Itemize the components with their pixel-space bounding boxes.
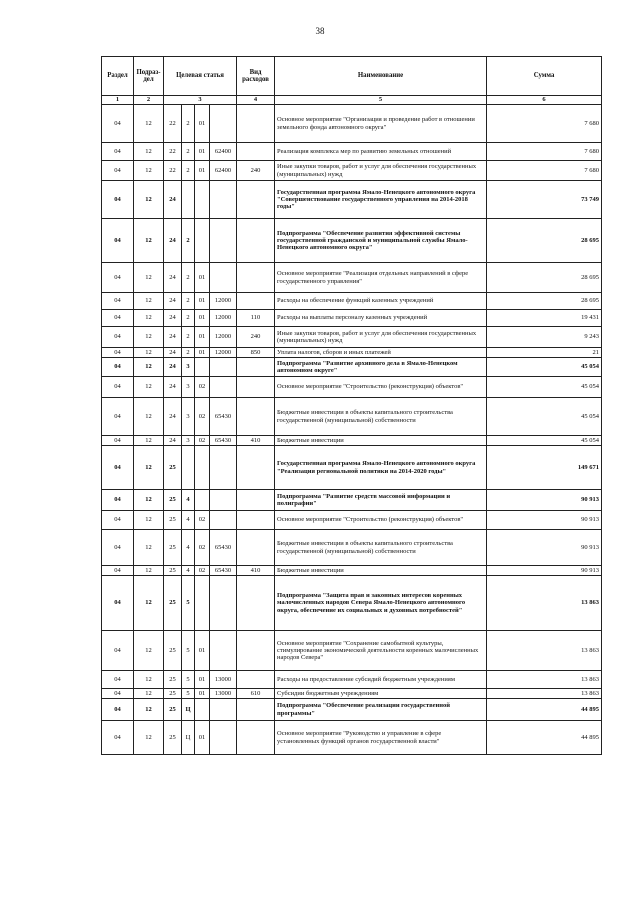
table-cell-subprogram: Ц bbox=[182, 699, 195, 721]
table-row bbox=[102, 161, 602, 181]
table-cell-podrazdel: 12 bbox=[134, 631, 164, 671]
table-cell-program: 24 bbox=[164, 293, 182, 310]
table-cell-sum: 7 680 bbox=[487, 143, 602, 161]
table-cell-subprogram: 3 bbox=[182, 436, 195, 446]
table-cell-vid bbox=[237, 511, 275, 530]
budget-table bbox=[101, 56, 602, 755]
table-cell-direction: 62400 bbox=[210, 161, 237, 181]
table-cell-sum: 149 671 bbox=[487, 446, 602, 490]
table-cell-sum: 28 695 bbox=[487, 263, 602, 293]
table-cell-subprogram: 2 bbox=[182, 219, 195, 263]
table-cell-sum: 13 863 bbox=[487, 689, 602, 699]
table-cell-event: 01 bbox=[195, 631, 210, 671]
table-cell-event: 02 bbox=[195, 377, 210, 398]
table-cell-name: Подпрограмма "Защита прав и законных интересов коренных малочисленных народов Севера Ямало-Ненецкого автономного округа, обеспечение их социальных и духовных потребностей" bbox=[275, 576, 487, 631]
table-cell-program: 25 bbox=[164, 689, 182, 699]
table-cell-direction: 12000 bbox=[210, 293, 237, 310]
table-cell-razdel: 04 bbox=[102, 671, 134, 689]
table-cell-vid bbox=[237, 143, 275, 161]
table-row bbox=[102, 377, 602, 398]
table-cell-name: Иные закупки товаров, работ и услуг для обеспечения государственных (муниципальных) нужд bbox=[275, 161, 487, 181]
table-cell-podrazdel: 12 bbox=[134, 689, 164, 699]
table-cell-razdel: 04 bbox=[102, 490, 134, 511]
table-cell-vid bbox=[237, 631, 275, 671]
table-cell-vid: 240 bbox=[237, 161, 275, 181]
table-cell-subprogram: 2 bbox=[182, 105, 195, 143]
table-cell-vid bbox=[237, 721, 275, 755]
table-cell-direction bbox=[210, 219, 237, 263]
table-row bbox=[102, 310, 602, 327]
table-cell-program: 24 bbox=[164, 436, 182, 446]
table-cell-vid bbox=[237, 181, 275, 219]
table-cell-name: Расходы на обеспечение функций казенных учреждений bbox=[275, 293, 487, 310]
table-cell-subprogram: 5 bbox=[182, 631, 195, 671]
table-cell-vid bbox=[237, 263, 275, 293]
table-cell-subprogram: 2 bbox=[182, 161, 195, 181]
table-cell-program: 24 bbox=[164, 327, 182, 348]
table-cell-event bbox=[195, 181, 210, 219]
table-cell-program: 22 bbox=[164, 161, 182, 181]
table-row bbox=[102, 327, 602, 348]
table-cell-sum: 9 243 bbox=[487, 327, 602, 348]
table-row bbox=[102, 490, 602, 511]
table-cell-podrazdel: 12 bbox=[134, 721, 164, 755]
table-cell-razdel: 04 bbox=[102, 358, 134, 377]
table-cell-event: 02 bbox=[195, 530, 210, 566]
table-cell-program: 24 bbox=[164, 348, 182, 358]
table-cell-subprogram: 3 bbox=[182, 358, 195, 377]
table-cell-razdel: 04 bbox=[102, 105, 134, 143]
table-cell-podrazdel: 12 bbox=[134, 327, 164, 348]
table-cell-program: 25 bbox=[164, 530, 182, 566]
table-cell-vid bbox=[237, 358, 275, 377]
table-cell-direction: 65430 bbox=[210, 398, 237, 436]
table-cell-sum: 13 863 bbox=[487, 576, 602, 631]
table-row bbox=[102, 181, 602, 219]
header-name: Наименование bbox=[275, 57, 487, 96]
table-cell-name: Основное мероприятие "Руководство и управление в сфере установленных функций органов государственной власти" bbox=[275, 721, 487, 755]
table-cell-razdel: 04 bbox=[102, 576, 134, 631]
table-cell-subprogram: 2 bbox=[182, 293, 195, 310]
table-cell-program: 25 bbox=[164, 699, 182, 721]
table-cell-razdel: 04 bbox=[102, 631, 134, 671]
table-row bbox=[102, 398, 602, 436]
table-cell-subprogram bbox=[182, 181, 195, 219]
table-cell-vid: 110 bbox=[237, 310, 275, 327]
header-number: 4 bbox=[237, 96, 275, 105]
table-cell-sum: 90 913 bbox=[487, 511, 602, 530]
table-cell-subprogram: 2 bbox=[182, 310, 195, 327]
table-cell-event: 01 bbox=[195, 263, 210, 293]
header-target: Целевая статья bbox=[164, 57, 237, 96]
table-cell-direction bbox=[210, 490, 237, 511]
table-cell-sum: 13 863 bbox=[487, 631, 602, 671]
table-cell-subprogram: 3 bbox=[182, 377, 195, 398]
table-row bbox=[102, 348, 602, 358]
table-cell-sum: 13 863 bbox=[487, 671, 602, 689]
table-cell-direction bbox=[210, 446, 237, 490]
table-row bbox=[102, 530, 602, 566]
table-cell-subprogram: 5 bbox=[182, 671, 195, 689]
table-cell-program: 24 bbox=[164, 219, 182, 263]
table-row bbox=[102, 631, 602, 671]
table-cell-subprogram: 2 bbox=[182, 143, 195, 161]
table-cell-direction bbox=[210, 377, 237, 398]
table-cell-event: 01 bbox=[195, 671, 210, 689]
table-cell-direction bbox=[210, 105, 237, 143]
table-cell-vid bbox=[237, 398, 275, 436]
table-cell-event: 01 bbox=[195, 143, 210, 161]
table-cell-event bbox=[195, 490, 210, 511]
table-cell-vid bbox=[237, 105, 275, 143]
table-cell-razdel: 04 bbox=[102, 293, 134, 310]
table-cell-direction: 12000 bbox=[210, 327, 237, 348]
table-cell-name: Государственная программа Ямало-Ненецкого автономного округа "Реализация региональной политики на 2014-2020 годы" bbox=[275, 446, 487, 490]
table-cell-sum: 90 913 bbox=[487, 566, 602, 576]
table-cell-name: Подпрограмма "Обеспечение развития эффективной системы государственной гражданской и муниципальной службы Ямало-Ненецкого автономного округа" bbox=[275, 219, 487, 263]
table-cell-razdel: 04 bbox=[102, 310, 134, 327]
table-cell-razdel: 04 bbox=[102, 181, 134, 219]
table-cell-name: Бюджетные инвестиции bbox=[275, 566, 487, 576]
table-cell-podrazdel: 12 bbox=[134, 358, 164, 377]
table-cell-name: Основное мероприятие "Сохранение самобытной культуры, стимулирование экономической деятельности коренных малочисленных народов Севера" bbox=[275, 631, 487, 671]
table-cell-program: 22 bbox=[164, 105, 182, 143]
table-row bbox=[102, 689, 602, 699]
table-cell-sum: 45 054 bbox=[487, 377, 602, 398]
table-cell-event: 02 bbox=[195, 566, 210, 576]
table-cell-podrazdel: 12 bbox=[134, 143, 164, 161]
page-number: 38 bbox=[315, 26, 325, 36]
table-cell-podrazdel: 12 bbox=[134, 310, 164, 327]
table-row bbox=[102, 105, 602, 143]
table-cell-event: 01 bbox=[195, 293, 210, 310]
table-cell-vid bbox=[237, 671, 275, 689]
table-cell-event: 01 bbox=[195, 327, 210, 348]
table-cell-name: Бюджетные инвестиции bbox=[275, 436, 487, 446]
table-cell-sum: 19 431 bbox=[487, 310, 602, 327]
table-row bbox=[102, 671, 602, 689]
header-podrazdel: Подраз- дел bbox=[134, 57, 164, 96]
table-cell-sum: 7 680 bbox=[487, 161, 602, 181]
table-cell-razdel: 04 bbox=[102, 327, 134, 348]
table-cell-event: 01 bbox=[195, 161, 210, 181]
table-cell-direction bbox=[210, 631, 237, 671]
table-row bbox=[102, 219, 602, 263]
table-cell-razdel: 04 bbox=[102, 699, 134, 721]
table-row bbox=[102, 293, 602, 310]
table-cell-event: 01 bbox=[195, 721, 210, 755]
table-cell-event bbox=[195, 576, 210, 631]
table-cell-direction bbox=[210, 358, 237, 377]
table-cell-event: 01 bbox=[195, 348, 210, 358]
table-cell-program: 25 bbox=[164, 576, 182, 631]
table-cell-sum: 44 895 bbox=[487, 721, 602, 755]
table-cell-program: 25 bbox=[164, 490, 182, 511]
table-cell-program: 24 bbox=[164, 358, 182, 377]
table-cell-name: Иные закупки товаров, работ и услуг для обеспечения государственных (муниципальных) нужд bbox=[275, 327, 487, 348]
table-cell-sum: 73 749 bbox=[487, 181, 602, 219]
table-cell-podrazdel: 12 bbox=[134, 699, 164, 721]
table-cell-subprogram: 2 bbox=[182, 348, 195, 358]
table-cell-name: Государственная программа Ямало-Ненецкого автономного округа "Совершенствование государственного управления на 2014-2018 годы" bbox=[275, 181, 487, 219]
table-cell-direction bbox=[210, 699, 237, 721]
table-cell-podrazdel: 12 bbox=[134, 530, 164, 566]
table-cell-razdel: 04 bbox=[102, 446, 134, 490]
header-vid: Вид расходов bbox=[237, 57, 275, 96]
table-cell-direction bbox=[210, 576, 237, 631]
table-cell-vid bbox=[237, 699, 275, 721]
table-cell-subprogram: 4 bbox=[182, 511, 195, 530]
table-cell-podrazdel: 12 bbox=[134, 671, 164, 689]
table-cell-razdel: 04 bbox=[102, 398, 134, 436]
table-row bbox=[102, 263, 602, 293]
table-cell-subprogram: 5 bbox=[182, 689, 195, 699]
table-cell-name: Основное мероприятие "Организация и проведение работ в отношении земельного фонда автономного округа" bbox=[275, 105, 487, 143]
table-cell-razdel: 04 bbox=[102, 566, 134, 576]
table-cell-direction: 13000 bbox=[210, 689, 237, 699]
table-cell-event bbox=[195, 446, 210, 490]
table-cell-sum: 45 054 bbox=[487, 436, 602, 446]
table-cell-podrazdel: 12 bbox=[134, 263, 164, 293]
table-row bbox=[102, 576, 602, 631]
table-cell-program: 24 bbox=[164, 398, 182, 436]
header-number-row bbox=[102, 96, 602, 105]
table-cell-sum: 90 913 bbox=[487, 490, 602, 511]
table-cell-name: Подпрограмма "Развитие архивного дела в Ямало-Ненецком автономном округе" bbox=[275, 358, 487, 377]
table-cell-program: 24 bbox=[164, 181, 182, 219]
table-cell-podrazdel: 12 bbox=[134, 161, 164, 181]
table-cell-subprogram: 5 bbox=[182, 576, 195, 631]
table-cell-event bbox=[195, 219, 210, 263]
table-cell-subprogram: 4 bbox=[182, 566, 195, 576]
table-cell-name: Уплата налогов, сборов и иных платежей bbox=[275, 348, 487, 358]
header-number: 5 bbox=[275, 96, 487, 105]
table-cell-name: Расходы на выплаты персоналу казенных учреждений bbox=[275, 310, 487, 327]
table-cell-subprogram: 2 bbox=[182, 263, 195, 293]
table-cell-podrazdel: 12 bbox=[134, 293, 164, 310]
header-sum: Сумма bbox=[487, 57, 602, 96]
table-cell-program: 25 bbox=[164, 631, 182, 671]
table-cell-name: Расходы на предоставление субсидий бюджетным учреждениям bbox=[275, 671, 487, 689]
table-cell-razdel: 04 bbox=[102, 721, 134, 755]
table-cell-podrazdel: 12 bbox=[134, 436, 164, 446]
table-cell-razdel: 04 bbox=[102, 219, 134, 263]
table-cell-direction bbox=[210, 721, 237, 755]
table-cell-subprogram: 3 bbox=[182, 398, 195, 436]
table-cell-name: Основное мероприятие "Строительство (реконструкция) объектов" bbox=[275, 511, 487, 530]
table-cell-program: 24 bbox=[164, 310, 182, 327]
table-cell-event: 02 bbox=[195, 511, 210, 530]
table-cell-razdel: 04 bbox=[102, 143, 134, 161]
table-cell-vid bbox=[237, 293, 275, 310]
table-row bbox=[102, 721, 602, 755]
table-cell-podrazdel: 12 bbox=[134, 511, 164, 530]
table-cell-razdel: 04 bbox=[102, 530, 134, 566]
table-row bbox=[102, 446, 602, 490]
table-cell-program: 25 bbox=[164, 511, 182, 530]
table-cell-subprogram: Ц bbox=[182, 721, 195, 755]
table-cell-event: 01 bbox=[195, 310, 210, 327]
table-cell-vid: 610 bbox=[237, 689, 275, 699]
table-cell-program: 25 bbox=[164, 446, 182, 490]
table-cell-vid: 850 bbox=[237, 348, 275, 358]
header-number: 1 bbox=[102, 96, 134, 105]
table-cell-program: 25 bbox=[164, 671, 182, 689]
table-cell-sum: 45 054 bbox=[487, 398, 602, 436]
table-cell-vid bbox=[237, 377, 275, 398]
table-cell-program: 25 bbox=[164, 566, 182, 576]
table-cell-event: 01 bbox=[195, 105, 210, 143]
table-cell-name: Основное мероприятие "Реализация отдельных направлений в сфере государственного управления" bbox=[275, 263, 487, 293]
table-row bbox=[102, 436, 602, 446]
table-cell-vid: 240 bbox=[237, 327, 275, 348]
table-cell-subprogram: 2 bbox=[182, 327, 195, 348]
table-cell-razdel: 04 bbox=[102, 689, 134, 699]
table-cell-razdel: 04 bbox=[102, 511, 134, 530]
table-cell-subprogram bbox=[182, 446, 195, 490]
table-cell-event bbox=[195, 358, 210, 377]
table-cell-sum: 21 bbox=[487, 348, 602, 358]
table-cell-direction bbox=[210, 263, 237, 293]
table-row bbox=[102, 358, 602, 377]
header-number: 2 bbox=[134, 96, 164, 105]
table-cell-sum: 44 895 bbox=[487, 699, 602, 721]
table-cell-podrazdel: 12 bbox=[134, 398, 164, 436]
table-cell-podrazdel: 12 bbox=[134, 219, 164, 263]
table-cell-direction: 65430 bbox=[210, 566, 237, 576]
table-row bbox=[102, 566, 602, 576]
table-cell-event: 01 bbox=[195, 689, 210, 699]
table-cell-podrazdel: 12 bbox=[134, 348, 164, 358]
table-cell-name: Бюджетные инвестиции в объекты капитального строительства государственной (муниципальной) собственности bbox=[275, 530, 487, 566]
table-cell-direction: 62400 bbox=[210, 143, 237, 161]
header-row bbox=[102, 57, 602, 96]
table-cell-program: 25 bbox=[164, 721, 182, 755]
table-cell-direction: 13000 bbox=[210, 671, 237, 689]
table-cell-sum: 45 054 bbox=[487, 358, 602, 377]
table-cell-name: Подпрограмма "Развитие средств массовой информации и полиграфии" bbox=[275, 490, 487, 511]
table-cell-direction: 65430 bbox=[210, 436, 237, 446]
header-razdel: Раздел bbox=[102, 57, 134, 96]
table-cell-razdel: 04 bbox=[102, 348, 134, 358]
table-cell-razdel: 04 bbox=[102, 263, 134, 293]
table-cell-razdel: 04 bbox=[102, 161, 134, 181]
table-cell-sum: 28 695 bbox=[487, 219, 602, 263]
table-cell-podrazdel: 12 bbox=[134, 105, 164, 143]
table-row bbox=[102, 699, 602, 721]
table-cell-program: 24 bbox=[164, 377, 182, 398]
table-cell-name: Основное мероприятие "Строительство (реконструкция) объектов" bbox=[275, 377, 487, 398]
table-cell-podrazdel: 12 bbox=[134, 377, 164, 398]
table-cell-vid bbox=[237, 490, 275, 511]
table-cell-vid bbox=[237, 219, 275, 263]
table-cell-direction bbox=[210, 511, 237, 530]
table-cell-event: 02 bbox=[195, 436, 210, 446]
table-cell-vid bbox=[237, 576, 275, 631]
table-cell-vid bbox=[237, 446, 275, 490]
table-row bbox=[102, 143, 602, 161]
table-cell-razdel: 04 bbox=[102, 377, 134, 398]
table-cell-name: Субсидии бюджетным учреждениям bbox=[275, 689, 487, 699]
table-cell-direction: 12000 bbox=[210, 310, 237, 327]
table-cell-podrazdel: 12 bbox=[134, 490, 164, 511]
table-cell-direction: 65430 bbox=[210, 530, 237, 566]
table-cell-name: Подпрограмма "Обеспечение реализации государственной программы" bbox=[275, 699, 487, 721]
table-row bbox=[102, 511, 602, 530]
table-cell-sum: 90 913 bbox=[487, 530, 602, 566]
table-cell-subprogram: 4 bbox=[182, 530, 195, 566]
table-cell-name: Реализация комплекса мер по развитию земельных отношений bbox=[275, 143, 487, 161]
header-number: 3 bbox=[164, 96, 237, 105]
table-cell-razdel: 04 bbox=[102, 436, 134, 446]
table-cell-event: 02 bbox=[195, 398, 210, 436]
table-cell-direction bbox=[210, 181, 237, 219]
table-cell-vid bbox=[237, 530, 275, 566]
table-cell-direction: 12000 bbox=[210, 348, 237, 358]
table-cell-sum: 28 695 bbox=[487, 293, 602, 310]
header-number: 6 bbox=[487, 96, 602, 105]
table-cell-podrazdel: 12 bbox=[134, 181, 164, 219]
table-cell-vid: 410 bbox=[237, 436, 275, 446]
table-cell-podrazdel: 12 bbox=[134, 446, 164, 490]
table-cell-podrazdel: 12 bbox=[134, 566, 164, 576]
table-cell-event bbox=[195, 699, 210, 721]
table-cell-podrazdel: 12 bbox=[134, 576, 164, 631]
table-cell-name: Бюджетные инвестиции в объекты капитального строительства государственной (муниципальной) собственности bbox=[275, 398, 487, 436]
table-cell-subprogram: 4 bbox=[182, 490, 195, 511]
table-cell-program: 24 bbox=[164, 263, 182, 293]
table-cell-sum: 7 680 bbox=[487, 105, 602, 143]
table-cell-program: 22 bbox=[164, 143, 182, 161]
table-cell-vid: 410 bbox=[237, 566, 275, 576]
